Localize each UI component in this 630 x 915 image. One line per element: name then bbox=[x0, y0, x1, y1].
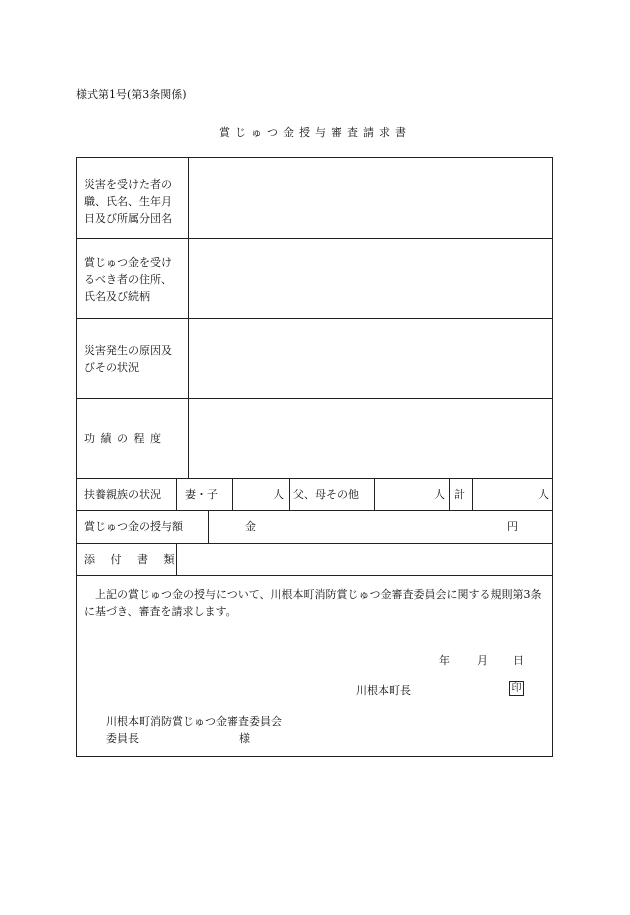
row-cause-label: 災害発生の原因及 びその状況 bbox=[84, 344, 172, 374]
addressee-sama: 様 bbox=[239, 732, 250, 745]
request-statement: 上記の賞じゅつ金の授与について、川根本町消防賞じゅつ金審査委員会に関する規則第3条に基づき、審査を請求します。 bbox=[84, 588, 542, 618]
form-number-label: 様式第1号(第3条関係) bbox=[76, 88, 187, 101]
row-injured-person-value[interactable] bbox=[189, 158, 553, 238]
dependents-label: 扶養親族の状況 bbox=[84, 488, 161, 501]
total-label: 計 bbox=[454, 488, 465, 501]
date-year: 年 bbox=[439, 654, 450, 667]
row-merit-label: 功 績 の 程 度 bbox=[84, 432, 162, 445]
spouse-child-count-unit: 人 bbox=[273, 488, 284, 501]
addressee-chair: 委員長 bbox=[106, 732, 139, 745]
attachments-value[interactable] bbox=[177, 543, 553, 575]
total-count-unit: 人 bbox=[538, 488, 549, 501]
date-month: 月 bbox=[477, 654, 488, 667]
row-merit-value[interactable] bbox=[189, 398, 553, 478]
parents-other-count-unit: 人 bbox=[434, 488, 445, 501]
amount-yen: 円 bbox=[507, 520, 518, 533]
seal-mark: 印 bbox=[509, 681, 524, 696]
applicant-name: 川根本町長 bbox=[356, 684, 411, 697]
form-title: 賞じゅつ金授与審査請求書 bbox=[219, 126, 411, 139]
row-recipient-value[interactable] bbox=[189, 238, 553, 318]
amount-label: 賞じゅつ金の授与額 bbox=[84, 520, 183, 533]
amount-kin: 金 bbox=[245, 520, 256, 533]
addressee-committee: 川根本町消防賞じゅつ金審査委員会 bbox=[106, 715, 282, 728]
spouse-child-label: 妻・子 bbox=[185, 488, 218, 501]
row-recipient-label: 賞じゅつ金を受け るべき者の住所、 氏名及び続柄 bbox=[84, 256, 172, 303]
row-cause-value[interactable] bbox=[189, 318, 553, 398]
parents-other-label: 父、母その他 bbox=[293, 488, 359, 501]
date-day: 日 bbox=[513, 654, 524, 667]
row-injured-person-label: 災害を受けた者の 職、氏名、生年月 日及び所属分団名 bbox=[84, 178, 172, 225]
attachments-label: 添 付 書 類 bbox=[84, 553, 181, 566]
